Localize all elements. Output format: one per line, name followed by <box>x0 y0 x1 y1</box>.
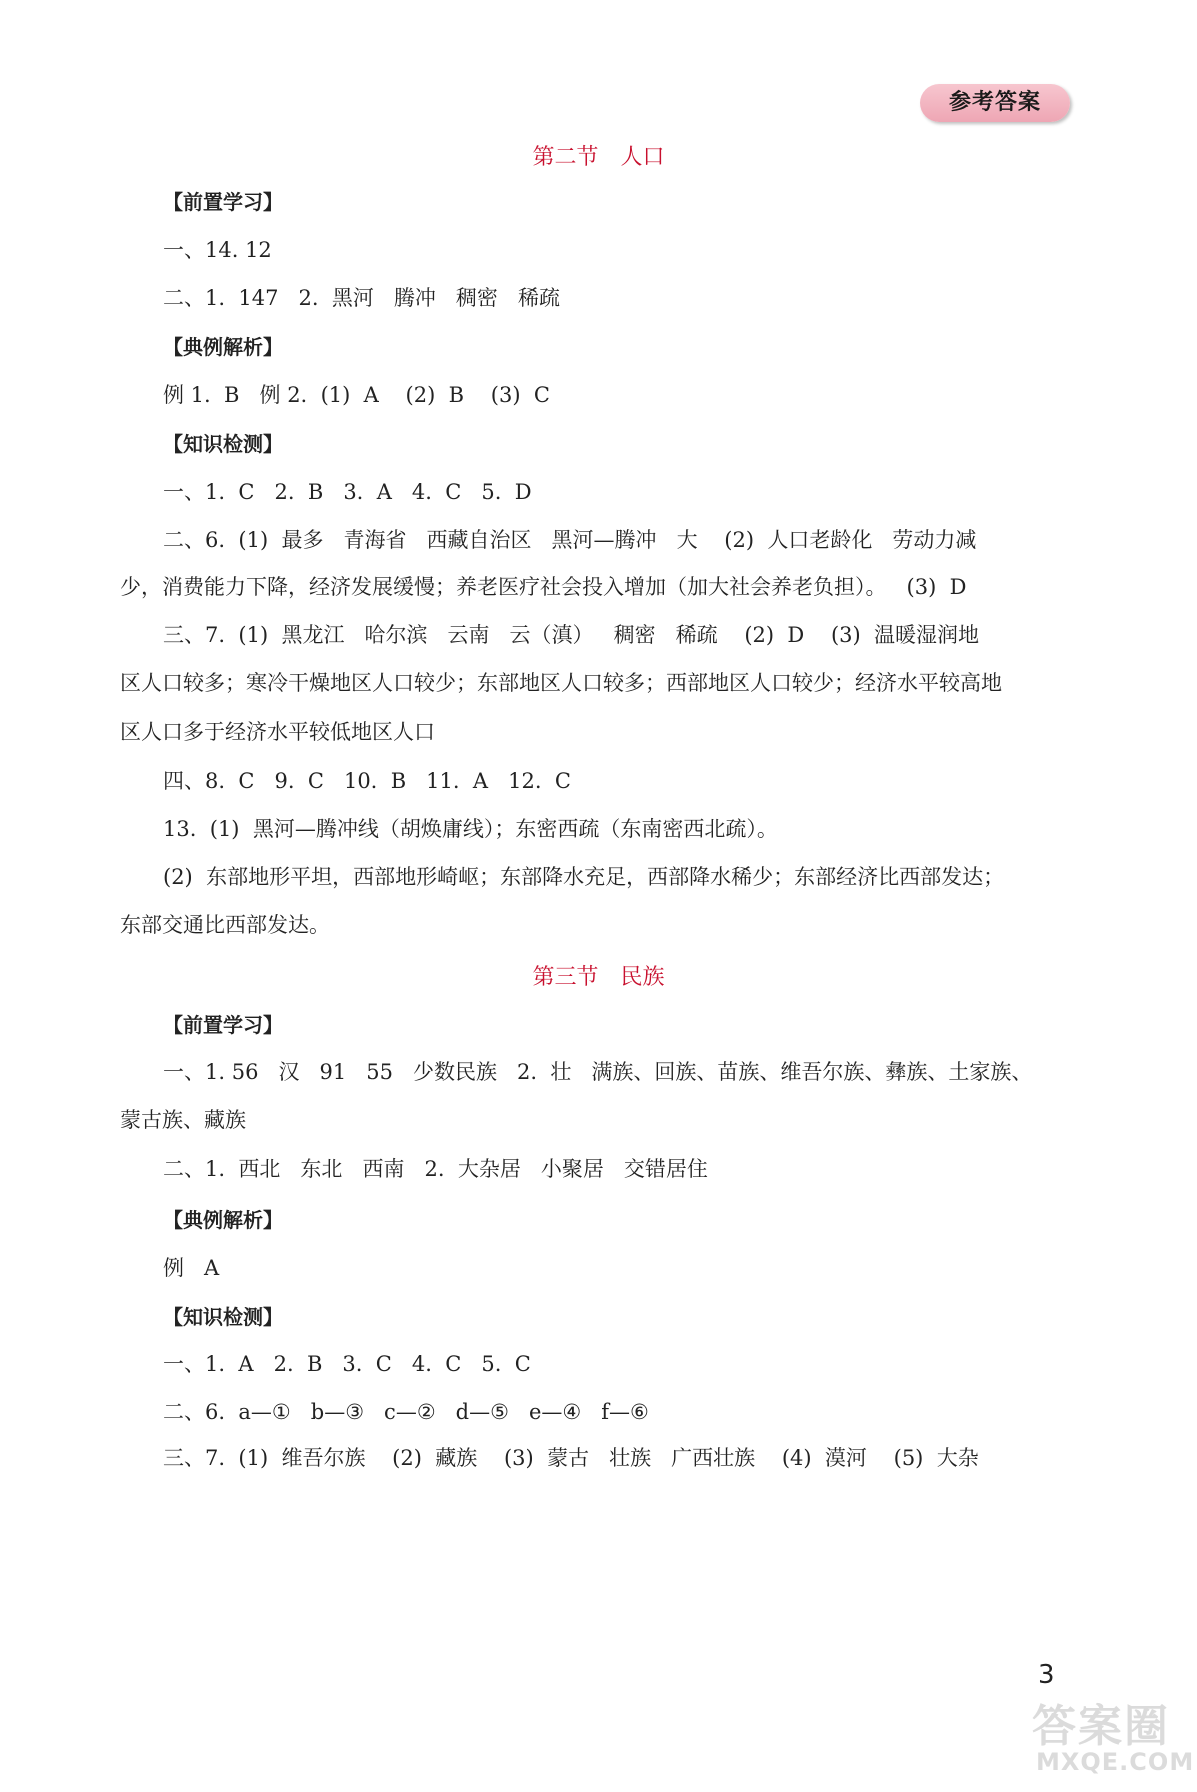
s2-line-12: 四、8. C 9. C 10. B 11. A 12. C <box>163 769 571 793</box>
section-2-title: 第二节 人口 <box>532 145 665 170</box>
s3-line-5: 例 A <box>163 1256 220 1280</box>
s3-line-2: 蒙古族、藏族 <box>120 1108 246 1132</box>
s3-heading-check: 【知识检测】 <box>163 1305 283 1329</box>
s2-heading-preview: 【前置学习】 <box>163 190 283 214</box>
s2-line-6: 一、1. C 2. B 3. A 4. C 5. D <box>163 480 532 504</box>
s2-line-14: (2) 东部地形平坦，西部地形崎岖；东部降水充足，西部降水稀少；东部经济比西部发达； <box>163 865 1005 889</box>
s3-line-1: 一、1. 56 汉 91 55 少数民族 2. 壮 满族、回族、苗族、维吾尔族、彝族、土家族、 <box>163 1060 1033 1084</box>
s2-line-8: 少，消费能力下降，经济发展缓慢；养老医疗社会投入增加（加大社会养老负担）。 (3) D <box>120 575 967 599</box>
s3-line-8: 二、6. a—① b—③ c—② d—⑤ e—④ f—⑥ <box>163 1400 649 1424</box>
s2-line-9: 三、7. (1) 黑龙江 哈尔滨 云南 云（滇） 稠密 稀疏 (2) D (3) 温暖湿润地 <box>163 623 980 647</box>
s3-line-9: 三、7. (1) 维吾尔族 (2) 藏族 (3) 蒙古 壮族 广西壮族 (4) 漠河 (5) 大杂 <box>163 1446 979 1470</box>
answer-key-tag: 参考答案 <box>920 84 1070 122</box>
s3-heading-preview: 【前置学习】 <box>163 1013 283 1037</box>
s2-line-13: 13. (1) 黑河—腾冲线（胡焕庸线）；东密西疏（东南密西北疏）。 <box>163 817 778 841</box>
watermark-url: MXQE.COM <box>1036 1748 1195 1776</box>
watermark-text: 答案圈 <box>1032 1701 1170 1752</box>
s2-line-1: 一、14. 12 <box>163 238 272 262</box>
s2-heading-examples: 【典例解析】 <box>163 335 283 359</box>
s2-line-4: 例 1. B 例 2. (1) A (2) B (3) C <box>163 383 550 407</box>
s2-line-11: 区人口多于经济水平较低地区人口 <box>120 720 435 744</box>
s2-heading-check: 【知识检测】 <box>163 432 283 456</box>
section-3-title: 第三节 民族 <box>532 965 665 990</box>
s2-line-15: 东部交通比西部发达。 <box>120 913 330 937</box>
s3-line-3: 二、1. 西北 东北 西南 2. 大杂居 小聚居 交错居住 <box>163 1157 708 1181</box>
s2-line-10: 区人口较多；寒冷干燥地区人口较少；东部地区人口较多；西部地区人口较少；经济水平较高地 <box>120 671 1002 695</box>
s3-line-7: 一、1. A 2. B 3. C 4. C 5. C <box>163 1352 531 1376</box>
s2-line-2: 二、1. 147 2. 黑河 腾冲 稠密 稀疏 <box>163 286 560 310</box>
watermark-logo <box>1028 1690 1195 1785</box>
s2-line-7: 二、6. (1) 最多 青海省 西藏自治区 黑河—腾冲 大 (2) 人口老龄化 劳动力减 <box>163 528 977 552</box>
s3-heading-examples: 【典例解析】 <box>163 1208 283 1232</box>
page-number: 3 <box>1038 1660 1055 1690</box>
